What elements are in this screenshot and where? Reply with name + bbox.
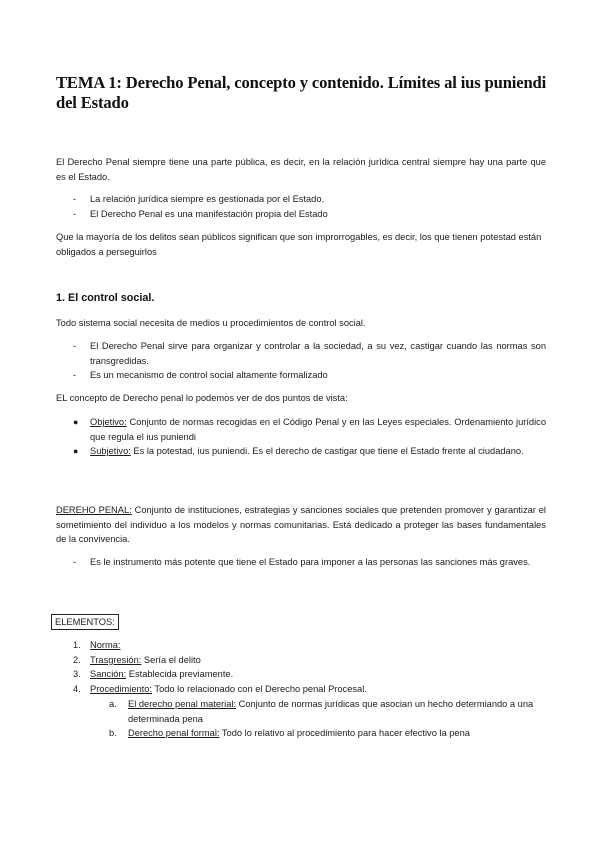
page-title: TEMA 1: Derecho Penal, concepto y contenido. Límites al ius puniendi del Estado <box>56 73 547 112</box>
list-item: a. El derecho penal material: Conjunto de normas jurídicas que asocian un hecho determiando a una determinada pena <box>109 699 534 724</box>
section-paragraph: Todo sistema social necesita de medios u procedimientos de control social. <box>56 318 366 328</box>
definition-term: DEREHO PENAL: <box>56 505 132 515</box>
procedure-sublist <box>56 697 546 741</box>
list-item: - El Derecho Penal sirve para organizar y controlar a la sociedad, a su vez, castigar cuando las normas son transgredidas. <box>73 341 546 366</box>
list-item: b. Derecho penal formal: Todo lo relativo al procedimiento para hacer efectivo la pena <box>109 728 470 739</box>
intro-paragraph: El Derecho Penal siempre tiene una parte pública, es decir, en la relación jurídica central siempre hay una parte que es el Estado. <box>56 157 546 182</box>
elements-list <box>56 638 546 696</box>
definition-paragraph: DEREHO PENAL: Conjunto de instituciones, estrategias y sanciones sociales que pretenden promover y garantizar el sometimiento del individuo a los modelos y normas comunitarias. Está dedicado a proteger las bases fundamentales de la convivencia. <box>56 505 546 545</box>
list-item: ● Objetivo: Conjunto de normas recogidas en el Código Penal y en las Leyes especiales. Ordenamiento jurídico que regula el ius puniendi <box>73 417 546 442</box>
list-item: 3. Sanción: Establecida previamente. <box>73 669 234 680</box>
list-item: 2. Trasgresión: Sería el delito <box>73 654 201 665</box>
dash-marker: - <box>73 370 77 381</box>
control-bullet-list <box>56 339 546 383</box>
intro-bullet-list <box>56 192 546 221</box>
dash-marker: - <box>73 208 77 219</box>
list-item: - La relación jurídica siempre es gestionada por el Estado. <box>56 192 546 207</box>
dash-marker: - <box>73 341 77 351</box>
elements-label: ELEMENTOS: <box>51 614 119 630</box>
viewpoints-intro: EL concepto de Derecho penal lo podemos ver de dos puntos de vista: <box>56 393 348 403</box>
list-item: - Es un mecanismo de control social altamente formalizado <box>56 368 546 383</box>
bullet-dot-icon: ● <box>73 446 79 457</box>
term-objetivo: Objetivo: <box>90 417 127 427</box>
dash-marker: - <box>73 557 77 567</box>
bullet-dot-icon: ● <box>73 417 79 427</box>
section-heading: 1. El control social. <box>56 292 155 304</box>
list-item: - El Derecho Penal es una manifestación propia del Estado <box>56 207 546 222</box>
list-item: ● Subjetivo: Es la potestad, ius puniendi. Es el derecho de castigar que tiene el Estado frente al ciudadano. <box>56 444 546 459</box>
viewpoints-list <box>56 415 546 459</box>
intro-paragraph-2: Que la mayoría de los delitos sean públicos significan que son improrrogables, es decir, los que tienen potestad están obligados a perseguirlos <box>56 232 542 257</box>
list-item: - Es le instrumento más potente que tiene el Estado para imponer a las personas las sanciones más graves. <box>56 555 546 570</box>
list-item: 4. Procedimiento: Todo lo relacionado con el Derecho penal Procesal. <box>73 683 367 694</box>
term-subjetivo: Subjetivo: <box>90 446 131 457</box>
dash-marker: - <box>73 194 77 204</box>
definition-bullet-list <box>56 555 546 570</box>
list-item: 1. Norma: <box>73 640 121 650</box>
